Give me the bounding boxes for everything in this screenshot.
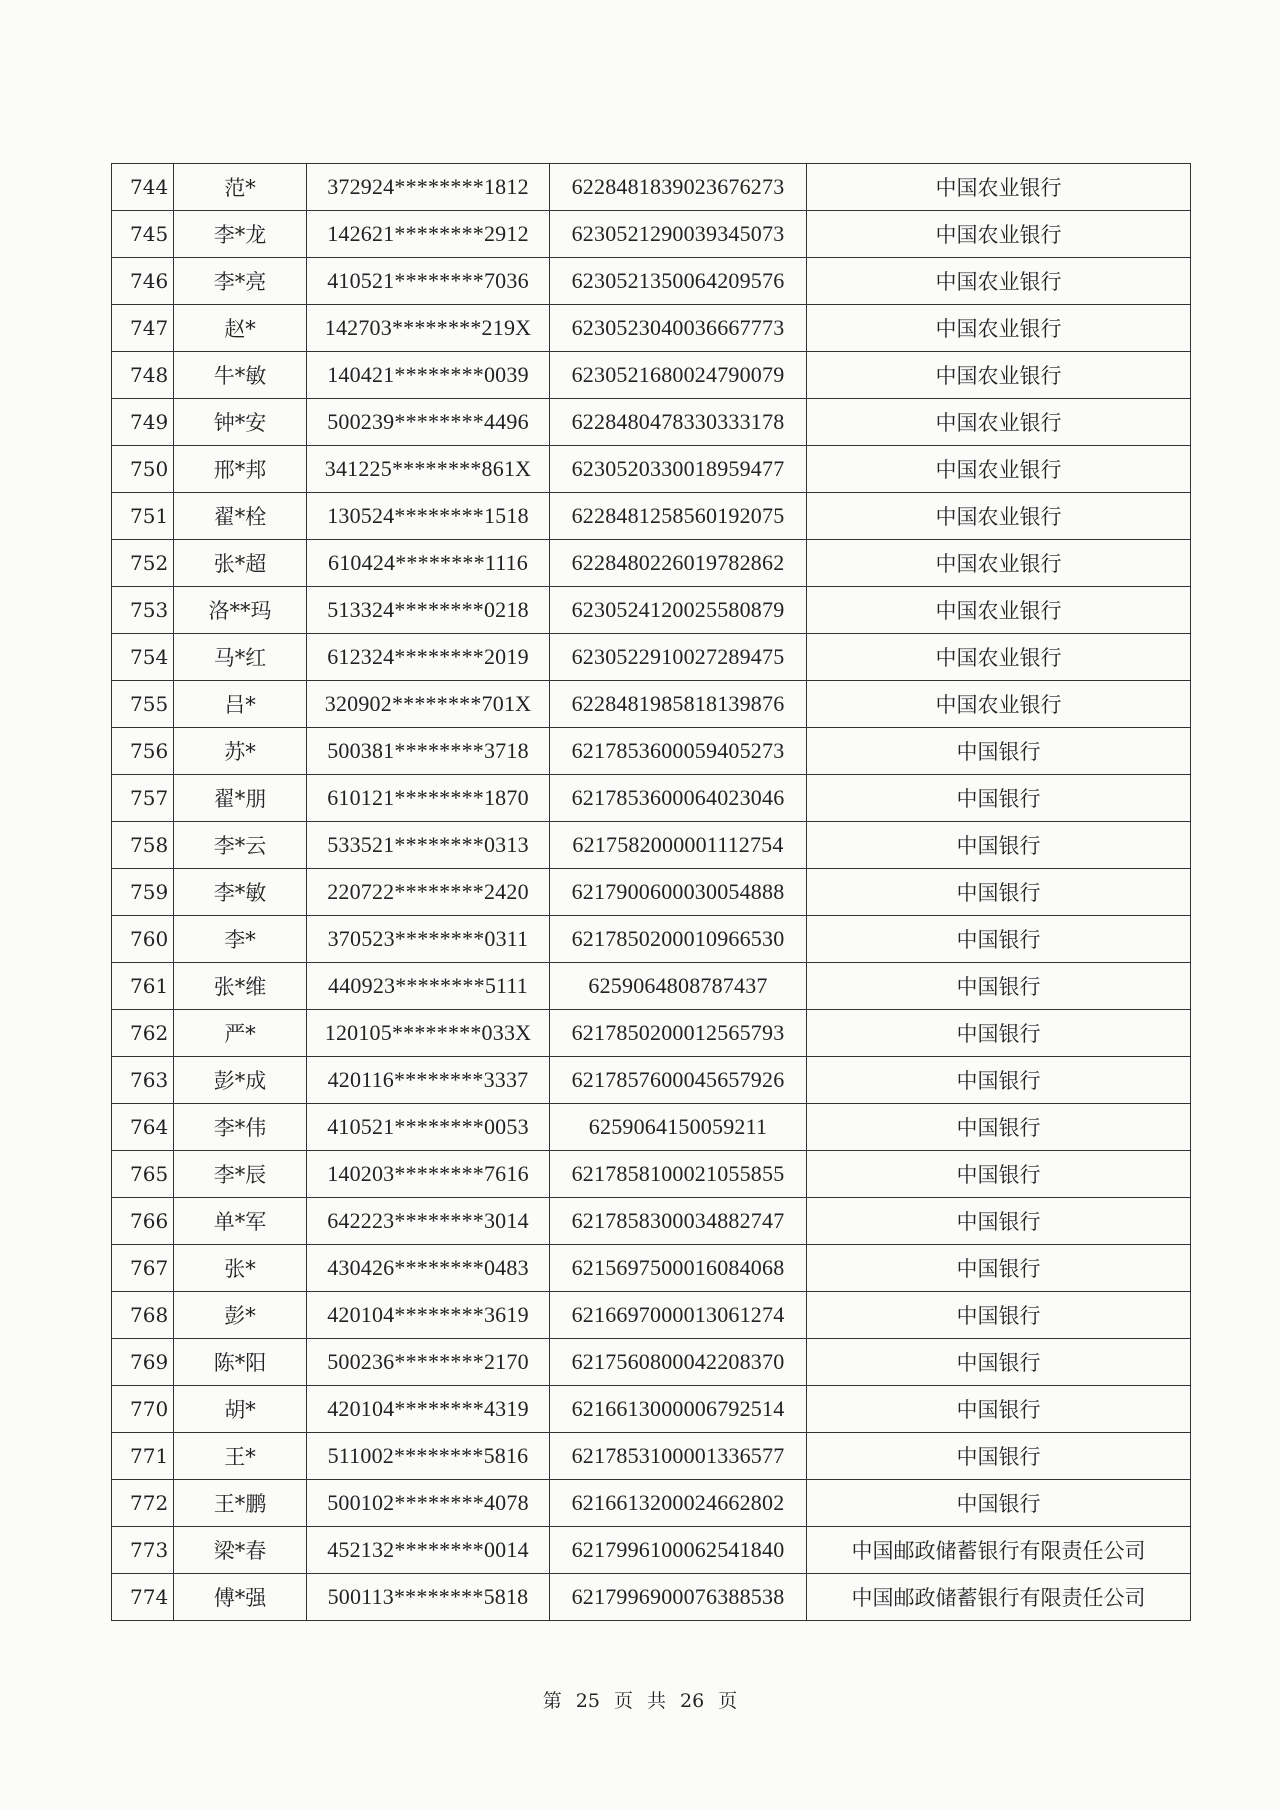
bank-cell: 中国银行 bbox=[807, 869, 1191, 916]
bank-cell: 中国银行 bbox=[807, 728, 1191, 775]
row-number: 746 bbox=[112, 258, 174, 305]
row-number: 754 bbox=[112, 634, 174, 681]
bank-cell: 中国银行 bbox=[807, 1198, 1191, 1245]
row-number: 760 bbox=[112, 916, 174, 963]
table-row bbox=[112, 1433, 1191, 1480]
bank-cell: 中国银行 bbox=[807, 1292, 1191, 1339]
card-number-cell: 6217996900076388538 bbox=[550, 1574, 807, 1621]
name-cell: 苏* bbox=[174, 728, 307, 775]
id-number-cell: 220722********2420 bbox=[307, 869, 550, 916]
id-number-cell: 120105********033X bbox=[307, 1010, 550, 1057]
bank-cell: 中国银行 bbox=[807, 1151, 1191, 1198]
name-cell: 洛**玛 bbox=[174, 587, 307, 634]
bank-cell: 中国银行 bbox=[807, 822, 1191, 869]
id-number-cell: 500381********3718 bbox=[307, 728, 550, 775]
bank-cell: 中国邮政储蓄银行有限责任公司 bbox=[807, 1527, 1191, 1574]
id-number-cell: 610424********1116 bbox=[307, 540, 550, 587]
card-number-cell: 6216613200024662802 bbox=[550, 1480, 807, 1527]
row-number: 750 bbox=[112, 446, 174, 493]
card-number-cell: 6216697000013061274 bbox=[550, 1292, 807, 1339]
row-number: 761 bbox=[112, 963, 174, 1010]
name-cell: 单*军 bbox=[174, 1198, 307, 1245]
id-number-cell: 410521********7036 bbox=[307, 258, 550, 305]
name-cell: 彭*成 bbox=[174, 1057, 307, 1104]
row-number: 751 bbox=[112, 493, 174, 540]
name-cell: 陈*阳 bbox=[174, 1339, 307, 1386]
card-number-cell: 6259064150059211 bbox=[550, 1104, 807, 1151]
name-cell: 梁*春 bbox=[174, 1527, 307, 1574]
card-number-cell: 6217858100021055855 bbox=[550, 1151, 807, 1198]
table-row bbox=[112, 1057, 1191, 1104]
bank-cell: 中国农业银行 bbox=[807, 258, 1191, 305]
card-number-cell: 6217858300034882747 bbox=[550, 1198, 807, 1245]
table-row bbox=[112, 399, 1191, 446]
id-number-cell: 420116********3337 bbox=[307, 1057, 550, 1104]
id-number-cell: 642223********3014 bbox=[307, 1198, 550, 1245]
name-cell: 王* bbox=[174, 1433, 307, 1480]
bank-cell: 中国银行 bbox=[807, 1386, 1191, 1433]
row-number: 765 bbox=[112, 1151, 174, 1198]
id-number-cell: 142621********2912 bbox=[307, 211, 550, 258]
table-row bbox=[112, 540, 1191, 587]
bank-cell: 中国银行 bbox=[807, 1480, 1191, 1527]
table-row bbox=[112, 869, 1191, 916]
name-cell: 张*维 bbox=[174, 963, 307, 1010]
id-number-cell: 130524********1518 bbox=[307, 493, 550, 540]
id-number-cell: 440923********5111 bbox=[307, 963, 550, 1010]
card-number-cell: 6216613000006792514 bbox=[550, 1386, 807, 1433]
id-number-cell: 430426********0483 bbox=[307, 1245, 550, 1292]
card-number-cell: 6228480226019782862 bbox=[550, 540, 807, 587]
table-row bbox=[112, 352, 1191, 399]
table-row bbox=[112, 1010, 1191, 1057]
card-number-cell: 6228480478330333178 bbox=[550, 399, 807, 446]
row-number: 768 bbox=[112, 1292, 174, 1339]
id-number-cell: 612324********2019 bbox=[307, 634, 550, 681]
table-row bbox=[112, 916, 1191, 963]
bank-cell: 中国银行 bbox=[807, 1057, 1191, 1104]
table-row bbox=[112, 1386, 1191, 1433]
row-number: 758 bbox=[112, 822, 174, 869]
table-row bbox=[112, 1527, 1191, 1574]
id-number-cell: 420104********4319 bbox=[307, 1386, 550, 1433]
card-number-cell: 6230521290039345073 bbox=[550, 211, 807, 258]
name-cell: 翟*栓 bbox=[174, 493, 307, 540]
row-number: 745 bbox=[112, 211, 174, 258]
card-number-cell: 6259064808787437 bbox=[550, 963, 807, 1010]
row-number: 756 bbox=[112, 728, 174, 775]
id-number-cell: 140203********7616 bbox=[307, 1151, 550, 1198]
id-number-cell: 341225********861X bbox=[307, 446, 550, 493]
card-number-cell: 6230521680024790079 bbox=[550, 352, 807, 399]
id-number-cell: 140421********0039 bbox=[307, 352, 550, 399]
row-number: 764 bbox=[112, 1104, 174, 1151]
table-row bbox=[112, 1198, 1191, 1245]
bank-cell: 中国银行 bbox=[807, 1104, 1191, 1151]
card-number-cell: 6230521350064209576 bbox=[550, 258, 807, 305]
table-row bbox=[112, 211, 1191, 258]
card-number-cell: 6228481985818139876 bbox=[550, 681, 807, 728]
row-number: 748 bbox=[112, 352, 174, 399]
card-number-cell: 6217853100001336577 bbox=[550, 1433, 807, 1480]
name-cell: 张* bbox=[174, 1245, 307, 1292]
row-number: 757 bbox=[112, 775, 174, 822]
card-number-cell: 6217857600045657926 bbox=[550, 1057, 807, 1104]
row-number: 753 bbox=[112, 587, 174, 634]
id-number-cell: 142703********219X bbox=[307, 305, 550, 352]
card-number-cell: 6217850200012565793 bbox=[550, 1010, 807, 1057]
card-number-cell: 6230523040036667773 bbox=[550, 305, 807, 352]
row-number: 744 bbox=[112, 164, 174, 211]
table-row bbox=[112, 446, 1191, 493]
bank-cell: 中国农业银行 bbox=[807, 211, 1191, 258]
card-number-cell: 6217850200010966530 bbox=[550, 916, 807, 963]
recipient-table bbox=[111, 163, 1191, 1621]
name-cell: 牛*敏 bbox=[174, 352, 307, 399]
table-row bbox=[112, 681, 1191, 728]
table-row bbox=[112, 1574, 1191, 1621]
card-number-cell: 6228481258560192075 bbox=[550, 493, 807, 540]
table-row bbox=[112, 822, 1191, 869]
bank-cell: 中国银行 bbox=[807, 775, 1191, 822]
name-cell: 吕* bbox=[174, 681, 307, 728]
name-cell: 李*伟 bbox=[174, 1104, 307, 1151]
table-row bbox=[112, 634, 1191, 681]
id-number-cell: 372924********1812 bbox=[307, 164, 550, 211]
bank-cell: 中国农业银行 bbox=[807, 446, 1191, 493]
row-number: 749 bbox=[112, 399, 174, 446]
table-row bbox=[112, 258, 1191, 305]
id-number-cell: 370523********0311 bbox=[307, 916, 550, 963]
bank-cell: 中国银行 bbox=[807, 1010, 1191, 1057]
bank-cell: 中国银行 bbox=[807, 1245, 1191, 1292]
name-cell: 李* bbox=[174, 916, 307, 963]
id-number-cell: 452132********0014 bbox=[307, 1527, 550, 1574]
row-number: 747 bbox=[112, 305, 174, 352]
card-number-cell: 6228481839023676273 bbox=[550, 164, 807, 211]
table-row bbox=[112, 305, 1191, 352]
name-cell: 严* bbox=[174, 1010, 307, 1057]
row-number: 763 bbox=[112, 1057, 174, 1104]
card-number-cell: 6217853600059405273 bbox=[550, 728, 807, 775]
row-number: 774 bbox=[112, 1574, 174, 1621]
bank-cell: 中国农业银行 bbox=[807, 164, 1191, 211]
bank-cell: 中国银行 bbox=[807, 963, 1191, 1010]
row-number: 762 bbox=[112, 1010, 174, 1057]
name-cell: 王*鹏 bbox=[174, 1480, 307, 1527]
bank-cell: 中国银行 bbox=[807, 1433, 1191, 1480]
table-row bbox=[112, 164, 1191, 211]
name-cell: 李*龙 bbox=[174, 211, 307, 258]
table-row bbox=[112, 1151, 1191, 1198]
bank-cell: 中国银行 bbox=[807, 1339, 1191, 1386]
bank-cell: 中国农业银行 bbox=[807, 634, 1191, 681]
row-number: 773 bbox=[112, 1527, 174, 1574]
name-cell: 马*红 bbox=[174, 634, 307, 681]
row-number: 770 bbox=[112, 1386, 174, 1433]
name-cell: 翟*朋 bbox=[174, 775, 307, 822]
table-row bbox=[112, 775, 1191, 822]
name-cell: 李*云 bbox=[174, 822, 307, 869]
row-number: 771 bbox=[112, 1433, 174, 1480]
card-number-cell: 6230522910027289475 bbox=[550, 634, 807, 681]
bank-cell: 中国邮政储蓄银行有限责任公司 bbox=[807, 1574, 1191, 1621]
table-row bbox=[112, 728, 1191, 775]
name-cell: 彭* bbox=[174, 1292, 307, 1339]
table-row bbox=[112, 1292, 1191, 1339]
row-number: 769 bbox=[112, 1339, 174, 1386]
id-number-cell: 500239********4496 bbox=[307, 399, 550, 446]
row-number: 767 bbox=[112, 1245, 174, 1292]
name-cell: 李*亮 bbox=[174, 258, 307, 305]
row-number: 759 bbox=[112, 869, 174, 916]
name-cell: 李*辰 bbox=[174, 1151, 307, 1198]
name-cell: 赵* bbox=[174, 305, 307, 352]
name-cell: 范* bbox=[174, 164, 307, 211]
row-number: 766 bbox=[112, 1198, 174, 1245]
bank-cell: 中国农业银行 bbox=[807, 681, 1191, 728]
id-number-cell: 533521********0313 bbox=[307, 822, 550, 869]
card-number-cell: 6217853600064023046 bbox=[550, 775, 807, 822]
table-row bbox=[112, 1339, 1191, 1386]
card-number-cell: 6230520330018959477 bbox=[550, 446, 807, 493]
card-number-cell: 6217560800042208370 bbox=[550, 1339, 807, 1386]
name-cell: 张*超 bbox=[174, 540, 307, 587]
row-number: 772 bbox=[112, 1480, 174, 1527]
name-cell: 钟*安 bbox=[174, 399, 307, 446]
bank-cell: 中国农业银行 bbox=[807, 587, 1191, 634]
bank-cell: 中国农业银行 bbox=[807, 305, 1191, 352]
card-number-cell: 6217900600030054888 bbox=[550, 869, 807, 916]
card-number-cell: 6217582000001112754 bbox=[550, 822, 807, 869]
table-row bbox=[112, 587, 1191, 634]
id-number-cell: 500102********4078 bbox=[307, 1480, 550, 1527]
name-cell: 李*敏 bbox=[174, 869, 307, 916]
table-row bbox=[112, 493, 1191, 540]
id-number-cell: 320902********701X bbox=[307, 681, 550, 728]
id-number-cell: 500113********5818 bbox=[307, 1574, 550, 1621]
card-number-cell: 6230524120025580879 bbox=[550, 587, 807, 634]
bank-cell: 中国农业银行 bbox=[807, 399, 1191, 446]
name-cell: 傅*强 bbox=[174, 1574, 307, 1621]
id-number-cell: 513324********0218 bbox=[307, 587, 550, 634]
card-number-cell: 6217996100062541840 bbox=[550, 1527, 807, 1574]
bank-cell: 中国农业银行 bbox=[807, 540, 1191, 587]
row-number: 752 bbox=[112, 540, 174, 587]
bank-cell: 中国银行 bbox=[807, 916, 1191, 963]
id-number-cell: 420104********3619 bbox=[307, 1292, 550, 1339]
table-row bbox=[112, 963, 1191, 1010]
card-number-cell: 6215697500016084068 bbox=[550, 1245, 807, 1292]
id-number-cell: 410521********0053 bbox=[307, 1104, 550, 1151]
row-number: 755 bbox=[112, 681, 174, 728]
table-row bbox=[112, 1245, 1191, 1292]
id-number-cell: 610121********1870 bbox=[307, 775, 550, 822]
id-number-cell: 500236********2170 bbox=[307, 1339, 550, 1386]
name-cell: 胡* bbox=[174, 1386, 307, 1433]
bank-cell: 中国农业银行 bbox=[807, 493, 1191, 540]
name-cell: 邢*邦 bbox=[174, 446, 307, 493]
bank-cell: 中国农业银行 bbox=[807, 352, 1191, 399]
id-number-cell: 511002********5816 bbox=[307, 1433, 550, 1480]
table-row bbox=[112, 1104, 1191, 1151]
page-footer: 第 25 页 共 26 页 bbox=[542, 1690, 738, 1712]
table-row bbox=[112, 1480, 1191, 1527]
